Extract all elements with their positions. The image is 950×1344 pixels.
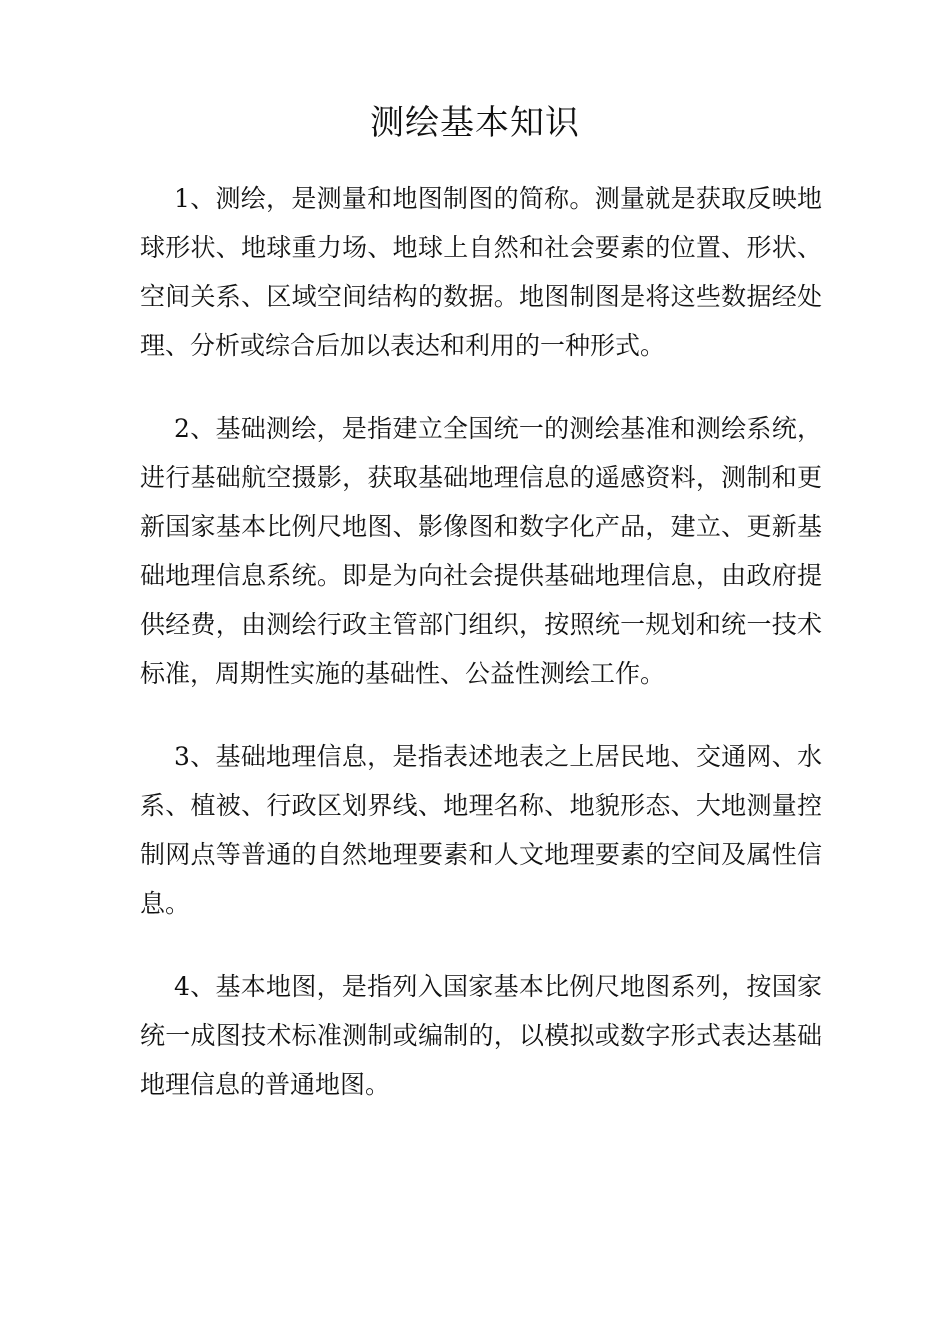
- paragraph-2: 2、基础测绘，是指建立全国统一的测绘基准和测绘系统，进行基础航空摄影，获取基础地理信息的遥感资料，测制和更新国家基本比例尺地图、影像图和数字化产品，建立、更新基础地理信息系统。即是为向社会提供基础地理信息，由政府提供经费，由测绘行政主管部门组织，按照统一规划和统一技术标准，周期性实施的基础性、公益性测绘工作。: [140, 414, 822, 688]
- document-body: [140, 174, 822, 1143]
- page-title: 测绘基本知识: [370, 103, 580, 143]
- paragraph-4: 4、基本地图，是指列入国家基本比例尺地图系列，按国家统一成图技术标准测制或编制的，以模拟或数字形式表达基础地理信息的普通地图。: [140, 972, 822, 1099]
- paragraph-3: 3、基础地理信息，是指表述地表之上居民地、交通网、水系、植被、行政区划界线、地理名称、地貌形态、大地测量控制网点等普通的自然地理要素和人文地理要素的空间及属性信息。: [140, 742, 822, 918]
- paragraph-1: 1、测绘，是测量和地图制图的简称。测量就是获取反映地球形状、地球重力场、地球上自然和社会要素的位置、形状、空间关系、区域空间结构的数据。地图制图是将这些数据经处理、分析或综合后加以表达和利用的一种形式。: [140, 184, 822, 360]
